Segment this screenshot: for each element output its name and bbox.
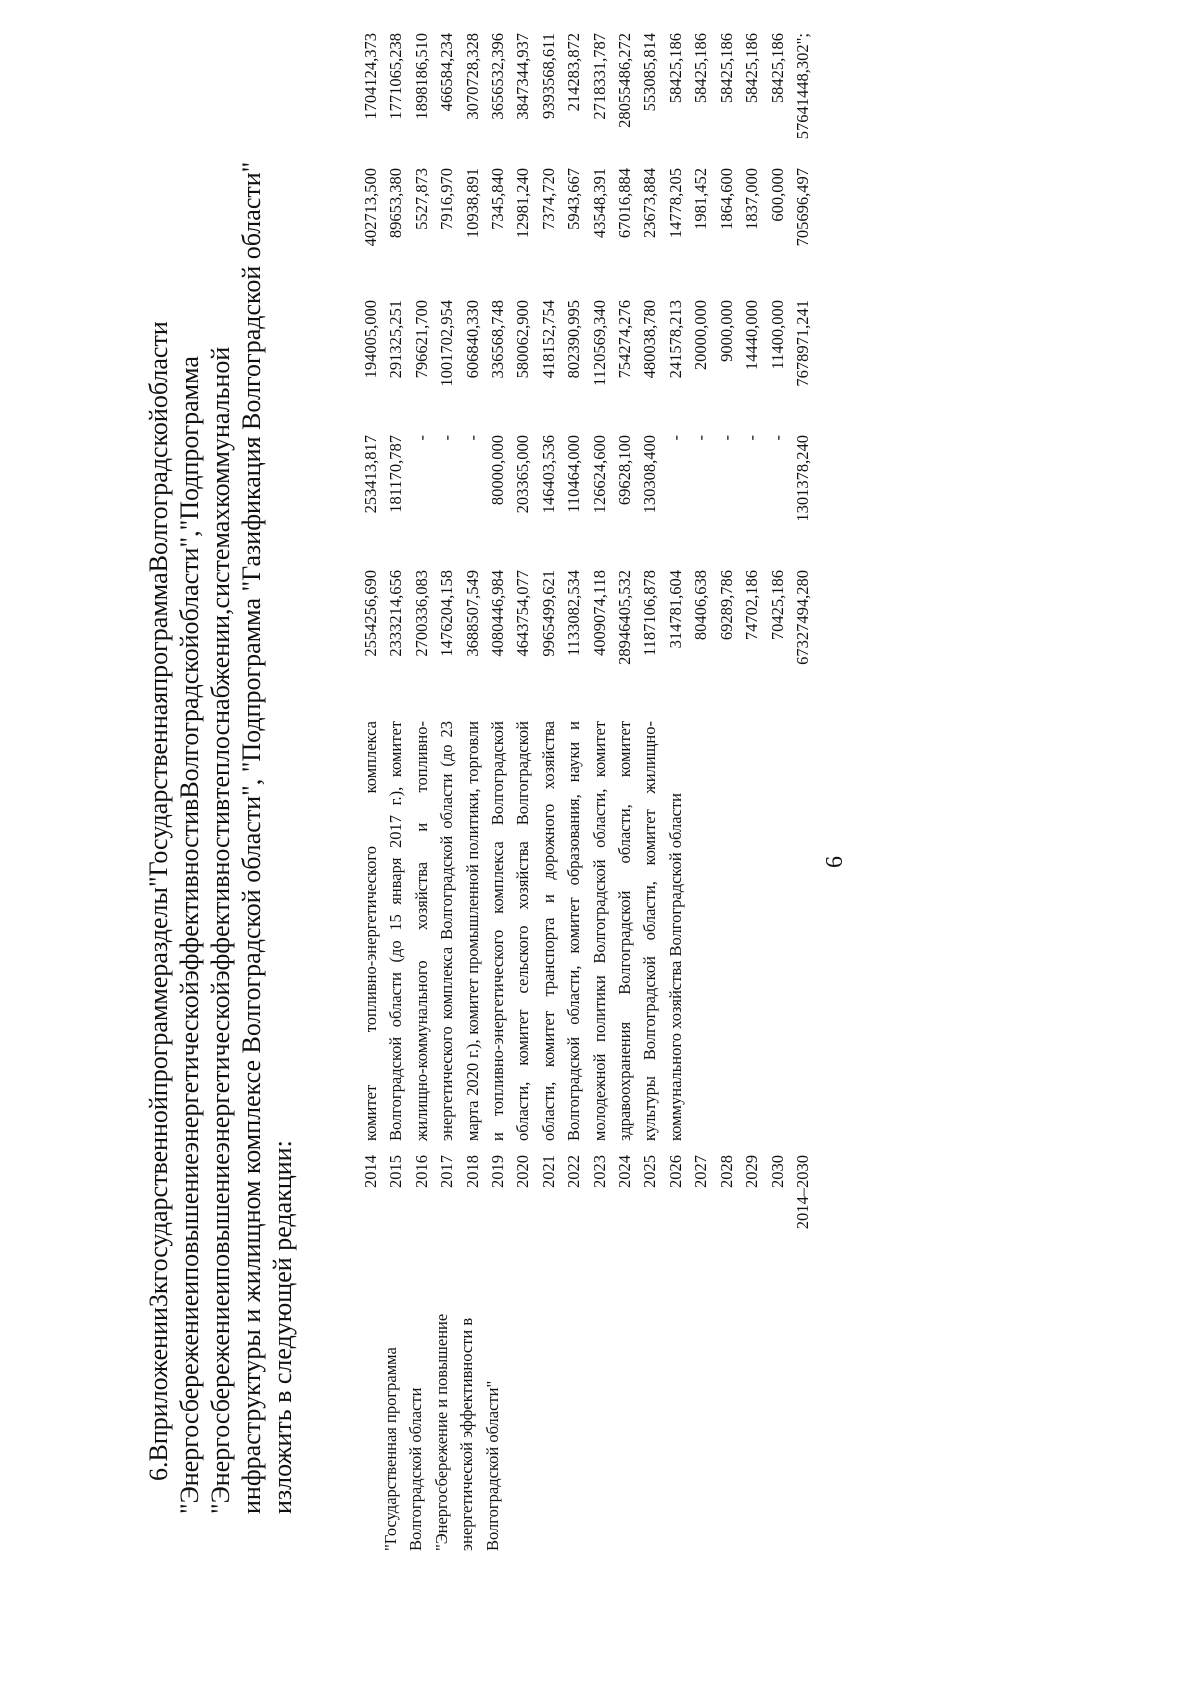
amount-cell: 1120569,340 [589,300,609,387]
amount-cell: - [691,435,711,441]
amount-cell: 553085,814 [640,33,660,112]
heading-word: системах [206,507,235,609]
amount-cell: 3070728,328 [462,33,482,120]
year-cell: 2016 [411,1155,431,1188]
heading-line-2 [174,356,205,1514]
heading-word: В [144,1444,173,1462]
year-cell: 2022 [564,1155,584,1188]
amount-cell: 80406,638 [691,570,711,641]
year-cell: 2024 [615,1155,635,1188]
amount-cell: 11400,000 [767,300,787,370]
amount-cell: 3656532,396 [488,33,508,120]
heading-word: "Энергосбережение [206,1294,235,1514]
amount-cell: 466584,234 [437,33,457,112]
heading-word: "Подпрограмма [175,356,204,531]
amount-cell: 1981,452 [691,168,711,230]
amount-cell: 74702,186 [742,570,762,641]
heading-word: приложении [144,1307,173,1445]
heading-word: коммунальной [206,346,235,508]
amount-cell: - [767,435,787,441]
year-cell: 2027 [691,1155,711,1188]
amount-cell: 9000,000 [716,300,736,362]
amount-cell: 4080446,984 [488,570,508,657]
heading-word: повышение [206,1153,235,1281]
heading-line-4: инфраструктуры и жилищном комплексе Волгоградской области", "Подпрограмма "Газификация Волгоградской области" [237,161,266,1514]
amount-cell: 314781,604 [665,570,685,649]
funding-regional-column [358,300,815,435]
amount-cell: 203365,000 [513,435,533,514]
program-name-cell: "Государственная программа Волгоградской области "Энергосбережение и повышение энергетической эффективности в Волгоградской области" [381,1313,502,1551]
amount-cell: 67327494,280 [792,570,812,665]
year-cell: 2030 [767,1155,787,1188]
heading-word: "Энергосбережение [175,1294,204,1514]
amount-cell: 2554256,690 [361,570,380,657]
amount-cell: 1864,600 [716,168,736,230]
heading-word: эффективности [175,811,204,982]
amount-cell: - [716,435,736,441]
amount-cell: 606840,330 [462,300,482,379]
year-cell: 2015 [386,1155,406,1188]
amount-cell: 9393568,611 [538,33,558,120]
amount-cell: 130308,400 [640,435,660,514]
heading-word: энергетической [206,981,235,1154]
heading-word: разделы [144,887,173,977]
amount-cell: - [742,435,762,441]
amount-cell: 3847344,937 [513,33,533,120]
year-cell: 2020 [513,1155,533,1188]
year-cell: 2017 [437,1155,457,1188]
amount-cell: 69628,100 [615,435,635,506]
year-cell: 2026 [665,1155,685,1188]
amount-cell: 58425,186 [716,33,736,104]
heading-word: Волгоградской [144,408,173,573]
amount-cell: 1301378,240 [792,435,812,522]
amount-cell: 4643754,077 [513,570,533,657]
amount-cell: 58425,186 [691,33,711,104]
heading-word: программа [144,572,173,692]
heading-word: "Государственная [144,691,173,887]
amount-cell: 89653,380 [386,168,406,239]
amount-cell: 336568,748 [488,300,508,379]
amount-cell: 214283,872 [564,33,584,112]
heading-word: эффективности [206,811,235,982]
amount-cell: 418152,754 [538,300,558,379]
amount-cell: 1898186,510 [411,33,431,120]
amount-cell: - [437,435,457,441]
amount-cell: 20000,000 [691,300,711,371]
year-cell: 2014–2030 [792,1155,812,1230]
amount-cell: 600,000 [767,168,787,222]
years-column [358,1155,815,1243]
heading-word: повышение [175,1153,204,1281]
amount-cell: 1476204,158 [437,570,457,657]
amount-cell: 3688507,549 [462,570,482,657]
heading-word: 6. [144,1461,173,1481]
amount-cell: 194005,000 [361,300,380,379]
funding-total-column [358,570,815,705]
amount-cell: 181170,787 [386,435,406,513]
amount-cell: 4009074,118 [589,570,609,657]
year-cell: 2023 [589,1155,609,1188]
amount-cell: 402713,500 [361,168,380,247]
heading-word: области [144,321,173,409]
amount-cell: 1187106,878 [640,570,660,657]
year-cell: 2014 [361,1155,380,1188]
amount-cell: 10938,891 [462,168,482,239]
amount-cell: 28946405,532 [615,570,635,665]
amount-cell: 754274,276 [615,300,635,379]
amount-cell: 1704124,373 [361,33,380,120]
amount-cell: 5527,873 [411,168,431,230]
heading-word: 3 [144,1294,173,1308]
amount-cell: 110464,000 [564,435,584,513]
amount-cell: 802390,995 [564,300,584,379]
amount-cell: 796621,700 [411,300,431,379]
funding-federal-column [358,435,815,563]
amount-cell: 14440,000 [742,300,762,371]
page-number: 6 [822,856,848,868]
heading-word: в [206,798,235,812]
amount-cell: 7916,970 [437,168,457,230]
amount-cell: 241578,213 [665,300,685,379]
amount-cell: 705696,497 [792,168,812,247]
year-cell: 2019 [488,1155,508,1188]
heading-word: и [175,1280,204,1295]
amount-cell: 1133082,534 [564,570,584,657]
year-cell: 2025 [640,1155,660,1188]
amount-cell: 7374,720 [538,168,558,230]
amount-cell: 58425,186 [742,33,762,104]
amount-cell: 480038,780 [640,300,660,379]
amount-cell: 43548,391 [589,168,609,239]
amount-cell: 14778,205 [665,168,685,239]
amount-cell: 80000,000 [488,435,508,506]
amount-cell: 9965499,621 [538,570,558,657]
amount-cell: 580062,900 [513,300,533,379]
funding-extrabudgetary-column [358,33,815,163]
amount-cell: 7678971,241 [792,300,812,387]
amount-cell: 23673,884 [640,168,660,239]
amount-cell: 7345,840 [488,168,508,230]
responsible-executors-cell: комитет топливно-энергетического комплекса Волгоградской области (до 15 января 2017 г.), комитет жилищно-коммунального хозяйства и топливно-энергетического комплекса Волгоградской области (до 23 марта 2020 г.), комитет промышленной политики, торговли и топливно-энергетического комплекса Волгоградской области, комитет сельского хозяйства Волгоградской области, комитет транспорта и дорожного хозяйства Волгоградской области, комитет образования, науки и молодежной политики Волгоградской области, комитет здравоохранения Волгоградской области, комитет культуры Волгоградской области, комитет жилищно-коммунального хозяйства Волгоградской области [361,721,685,1141]
amount-cell: 2718331,787 [589,33,609,120]
amount-cell: 1001702,954 [437,300,457,387]
heading-line-3 [205,346,236,1514]
amount-cell: 5943,667 [564,168,584,230]
heading-word: теплоснабжении, [206,608,235,799]
amount-cell: 70425,186 [767,570,787,641]
amount-cell: - [665,435,685,441]
amount-cell: 58425,186 [665,33,685,104]
heading-word: энергетической [175,981,204,1154]
heading-word: и [206,1280,235,1295]
amount-cell: 57641448,302"; [792,33,812,140]
heading-word: программе [144,976,173,1097]
amount-cell: 1837,000 [742,168,762,230]
heading-word: в [175,798,204,811]
heading-word: к [144,1281,173,1295]
amount-cell: 67016,884 [615,168,635,239]
year-cell: 2028 [716,1155,736,1188]
amount-cell: 69289,786 [716,570,736,641]
amount-cell: 28055486,272 [615,33,635,128]
amount-cell: 2333214,656 [386,570,406,657]
heading-word: Волгоградской [175,634,204,799]
amount-cell: 253413,817 [361,435,380,514]
funding-local-column [358,168,815,298]
year-cell: 2029 [742,1155,762,1188]
year-cell: 2018 [462,1155,482,1188]
amount-cell: 1771065,238 [386,33,406,120]
heading-word: области", [175,530,204,635]
amount-cell: - [462,435,482,441]
year-cell: 2021 [538,1155,558,1188]
amount-cell: 146403,536 [538,435,558,514]
amount-cell: 126624,600 [589,435,609,514]
amount-cell: 58425,186 [767,33,787,104]
amount-cell: 12981,240 [513,168,533,239]
amount-cell: - [411,435,431,441]
amount-cell: 291325,251 [386,300,406,379]
heading-line-1 [143,321,174,1481]
heading-word: государственной [144,1096,173,1282]
heading-line-5: изложить в следующей редакции: [268,1140,297,1514]
amount-cell: 2700336,083 [411,570,431,657]
